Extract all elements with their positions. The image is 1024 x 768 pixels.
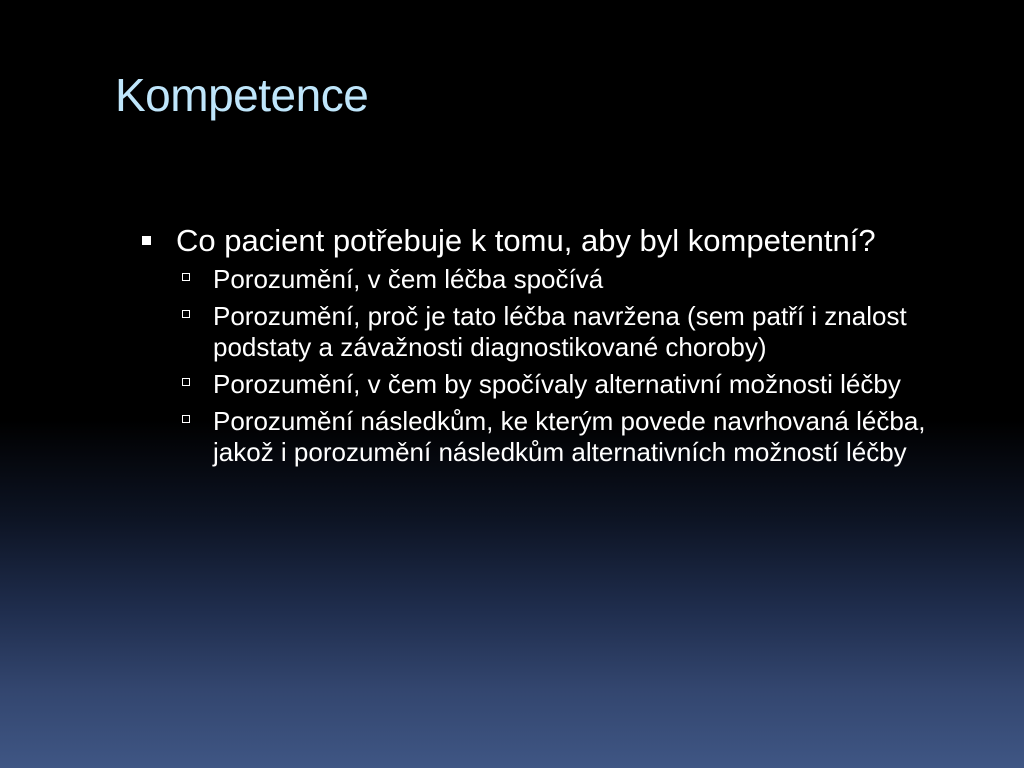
- sub-bullet-text: Porozumění, proč je tato léčba navržena (sem patří i znalost podstaty a závažnosti diagnostikované choroby): [213, 301, 907, 362]
- hollow-square-bullet-icon: [182, 415, 190, 423]
- sub-bullet-item: [176, 264, 940, 295]
- hollow-square-bullet-icon: [182, 378, 190, 386]
- sub-bullet-item: [176, 369, 940, 400]
- sub-bullet-item: [176, 406, 940, 468]
- square-bullet-icon: [142, 236, 151, 245]
- sub-bullet-list: [176, 264, 940, 468]
- sub-bullet-text: Porozumění, v čem léčba spočívá: [213, 264, 604, 294]
- sub-bullet-item: [176, 301, 940, 363]
- hollow-square-bullet-icon: [182, 273, 190, 281]
- hollow-square-bullet-icon: [182, 310, 190, 318]
- main-bullet-text: Co pacient potřebuje k tomu, aby byl kompetentní?: [176, 223, 876, 258]
- slide-content: [140, 222, 940, 474]
- slide-title: Kompetence: [115, 69, 369, 121]
- sub-bullet-text: Porozumění, v čem by spočívaly alternativní možnosti léčby: [213, 369, 901, 399]
- sub-bullet-text: Porozumění následkům, ke kterým povede navrhovaná léčba, jakož i porozumění následkům alternativních možností léčby: [213, 406, 926, 467]
- main-bullet: [140, 222, 940, 259]
